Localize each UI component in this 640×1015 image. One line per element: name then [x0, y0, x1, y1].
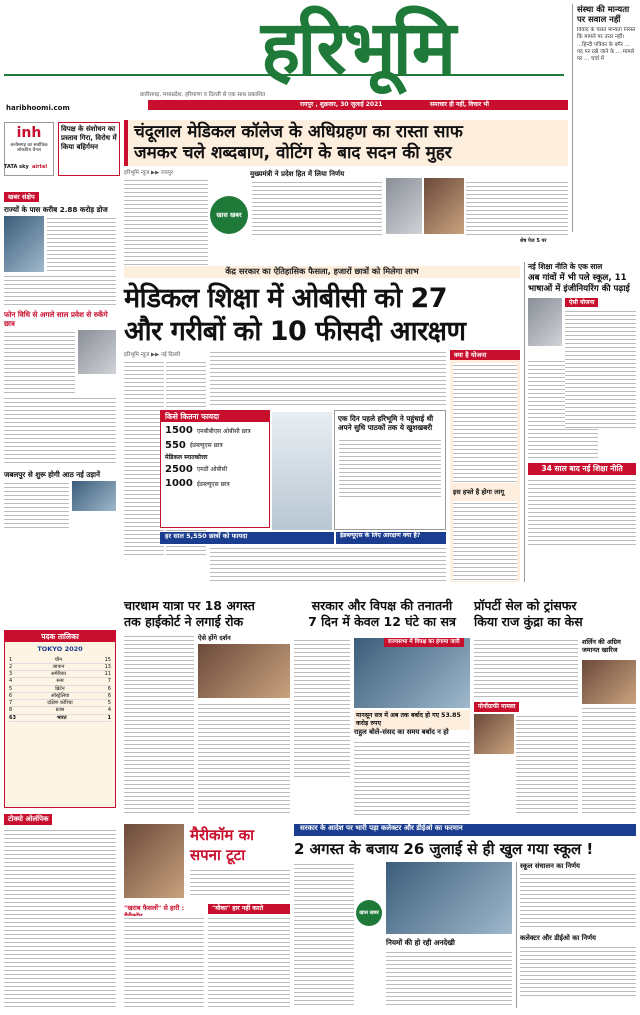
kundra-photo: [474, 714, 514, 754]
inh-ad-text: छत्तीसगढ़ का सर्वाधिक लोकप्रिय चैनल: [10, 142, 48, 154]
lead-subhead: मुख्यमंत्री ने प्रदेश हित में लिया निर्णय: [250, 170, 345, 178]
scheme-info-body: [453, 363, 517, 483]
kundra-tag: पोर्नोग्राफी मामला: [474, 702, 519, 712]
pm-photo: [528, 298, 562, 346]
nep-label: ऐसी योजना: [565, 298, 598, 308]
school-body-2: [386, 950, 512, 1008]
lead-headline-1: चंदूलाल मेडिकल कॉलेज के अधिग्रहण का रास्ता साफ: [134, 122, 463, 142]
main-body-top: [210, 350, 446, 408]
khas-khabar-badge-2: खास खबर: [356, 900, 382, 926]
partner-tatasky: TATA sky: [4, 164, 29, 170]
marykom-t1: "खराब फैसलों" से हारी :: [124, 904, 185, 912]
teaser-box[interactable]: [58, 122, 120, 176]
temple-photo: [198, 644, 290, 698]
main-byline: हरिभूमि न्यूज ▶▶ नई दिल्ली: [124, 352, 181, 358]
briefs-label: खबर संक्षेप: [4, 192, 39, 202]
benefit-box-title: किसे कितना फायदा: [161, 411, 269, 422]
session-caption: मानसून सत्र में अब तक बर्बाद हो गए 53.85 करोड़ रुपए: [354, 710, 470, 730]
marykom-body-2: [124, 916, 204, 1008]
top-right-title: संस्था की मान्यता पर सवाल नहीं: [577, 4, 630, 25]
lead-body-col1: [124, 178, 208, 268]
teaser-text: विपक्ष के संशोधन का प्रस्ताव गिरा, विरोध में किया बहिर्गमन: [61, 125, 117, 151]
session-h1: सरकार और विपक्ष की तनातनी: [311, 598, 453, 613]
medal-row: 7 दक्षिण कोरिया 5: [9, 700, 111, 706]
top-right-story[interactable]: [572, 4, 636, 232]
chardham-tag: ऐसे होंगे दर्शन: [198, 634, 231, 642]
chardham-story[interactable]: [124, 598, 290, 820]
ews-body: [210, 546, 446, 582]
marykom-h1: मैरीकॉम का: [190, 826, 254, 844]
chardham-h1: चारधाम यात्रा पर 18 अगस्त: [124, 598, 255, 613]
school-side-1: स्कूल संचालन का निर्णय: [520, 862, 580, 870]
college-photo: [424, 178, 464, 234]
brief-1-title[interactable]: राज्यों के पास करीब 2.88 करोड़ डोज: [4, 205, 108, 215]
nep-headline: अब गांवों में भी पले स्कूल, 11 भाषाओं में इंजीनियरिंग की पढ़ाई: [528, 273, 630, 294]
main-body-col1: [124, 360, 164, 556]
benefit-strip: हर साल 5,550 छात्रों को फायदा: [160, 532, 334, 544]
benefit-box: किसे कितना फायदा 1500 एमबीबीएस ओबीसी छात्र 550 ईडब्ल्यूएस छात्र मेडिकल स्नातकोत्तर 2500 एमडी ओबीसी 1000 ईडब्ल्यूएस छात्र: [160, 410, 270, 528]
kundra-story[interactable]: [474, 598, 636, 820]
nep-story[interactable]: [524, 262, 636, 582]
chardham-body-2: [198, 702, 290, 814]
dateline: रायपुर , शुक्रवार, 30 जुलाई 2021: [300, 101, 383, 108]
marykom-h2: सपना टूटा: [190, 846, 246, 864]
top-right-body: विवाद के चलते मान्यता निरस्त कि मामले पर उत्तर नहीं। ...हिन्दी पत्रिका के बगैर ... पद पर रखे जाने के ... मामले पर ... चर्चा में: [577, 27, 636, 63]
main-headline[interactable]: [124, 282, 520, 348]
sherlyn-photo: [582, 660, 636, 704]
main-headline-2: और गरीबों को 10 फीसदी आरक्षण: [124, 316, 466, 347]
medal-row: 5 ब्रिटेन 6: [9, 685, 111, 692]
school-kicker: सरकार के आदेश पर भारी पड़ा कलेक्टर और डीईओ का फरमान: [300, 824, 463, 832]
chardham-h2: तक हाईकोर्ट ने लगाई रोक: [124, 614, 244, 630]
scheme-info: [450, 350, 520, 582]
site-url[interactable]: haribhoomi.com: [6, 104, 70, 112]
cm-photo: [386, 178, 422, 234]
school-kicker-bar: [294, 824, 636, 836]
school-side-1-body: [520, 872, 636, 930]
kundra-body: [474, 638, 578, 698]
school-body: [294, 862, 354, 1008]
tokyo-olympic-label: टोक्यो ओलंपिक: [4, 814, 52, 825]
kundra-body-2: [516, 714, 578, 814]
masthead-rule: [4, 74, 564, 76]
masthead-tagline-right: समाचार ही नहीं, विचार भी: [430, 101, 489, 108]
marykom-t2: "मौका" हार नहीं करते: [208, 904, 290, 914]
school-sidebar: [516, 862, 636, 1008]
scheme-info-sub: इस हफ्ते है होगा लागू: [453, 488, 504, 497]
lead-body-col2: [252, 180, 382, 236]
main-kicker-bar: [124, 266, 520, 278]
sherlyn-body: [582, 706, 636, 814]
kundra-h2: किया राज कुंद्रा का केस: [474, 614, 583, 630]
session-body-2: [354, 740, 470, 816]
session-tag: राज्यसभा में विपक्ष का हंगामा जारी: [384, 638, 464, 647]
school-sub: नियमों की हो रही अनदेखी: [386, 938, 455, 947]
promo-text: एक दिन पहले हरिभूमि ने पहुंचाई थी अपने सुधि पाठकों तक ये खुशखबरी: [338, 414, 434, 433]
lead-headline[interactable]: [124, 120, 568, 166]
medal-table-title: पदक तालिका: [5, 631, 115, 642]
vaccine-photo: [4, 216, 44, 272]
lead-continued[interactable]: शेष पेज 5 पर: [520, 238, 547, 244]
medal-row: 1 चीन 15: [9, 656, 111, 663]
promo-clip: [339, 438, 441, 498]
nep-34-years: 34 साल बाद नई शिक्षा नीति: [528, 463, 636, 474]
promo-box[interactable]: [334, 410, 446, 530]
brief-2-body: [4, 330, 75, 394]
scheme-info-title: क्या है योजना: [450, 350, 520, 360]
sherlyn-head: शर्लिन की अग्रिम जमानत खारिज: [582, 638, 621, 654]
school-side-2-body: [520, 945, 636, 999]
brief-3-body: [4, 481, 69, 529]
chardham-body: [124, 634, 194, 814]
khas-khabar-badge: खास खबर: [210, 196, 248, 234]
plane-photo: [72, 481, 116, 511]
lead-body-col3: [466, 180, 568, 236]
marykom-story[interactable]: [124, 824, 290, 1010]
medal-row: 2 जापान 13: [9, 663, 111, 670]
school-side-2: कलेक्टर और डीईओ का निर्णय: [520, 934, 596, 943]
medal-row: 4 रूस 7: [9, 678, 111, 685]
left-column: [4, 192, 116, 594]
masthead-logo: हरिभूमि: [260, 5, 454, 91]
medal-row: 6 ऑस्ट्रेलिया 6: [9, 692, 111, 699]
main-kicker: केंद्र सरकार का ऐतिहासिक फैसला, हजारों छात्रों को मिलेगा लाभ: [225, 266, 419, 276]
session-sub: राहुल बोले-संसद का समय बर्बाद न हो: [354, 728, 449, 736]
session-story[interactable]: [294, 598, 470, 820]
nep-kicker: नई शिक्षा नीति के एक साल: [528, 262, 603, 271]
medal-row: 3 अमेरिका 11: [9, 671, 111, 677]
marykom-body: [190, 868, 290, 898]
main-headline-1: मेडिकल शिक्षा में ओबीसी को 27: [124, 283, 448, 314]
medal-row-india: 63 भारत 1: [9, 714, 111, 721]
brief-2-body-more: [4, 396, 116, 466]
parliament-photo: [354, 638, 470, 708]
masthead-tagline-left: छत्तीसगढ़, मध्यप्रदेश, हरियाणा व दिल्ली से एक साथ प्रकाशित: [140, 92, 266, 98]
session-body: [294, 638, 350, 778]
brief-1-body-more: [4, 274, 116, 306]
nep-body-2: [528, 478, 636, 548]
nep-points: [565, 309, 636, 429]
brief-1-body: [47, 216, 116, 272]
student-photo: [78, 330, 116, 374]
marykom-body-3: [208, 916, 290, 1008]
inh-logo: inh: [16, 125, 42, 141]
ews-strip: ईडब्ल्यूएस के लिए आरक्षण क्या है?: [336, 532, 446, 544]
session-h2: 7 दिन में केवल 12 घंटे का सत्र: [308, 614, 456, 630]
scheme-info-body-2: [453, 501, 517, 581]
medal-table: [4, 630, 116, 808]
partner-airtel: airtel: [32, 164, 48, 170]
school-headline[interactable]: 2 अगस्त के बजाय 26 जुलाई से ही खुल गया स्कूल !: [294, 840, 594, 858]
doctor-photo: [272, 412, 332, 530]
marykom-photo: [124, 824, 184, 898]
kundra-h1: प्रॉपर्टी सेल को ट्रांसफर: [474, 598, 577, 613]
brief-3-title[interactable]: जबलपुर से शुरू होगी आठ नई उड़ानें: [4, 470, 100, 480]
medal-row: 8 फ्रांस 4: [9, 707, 111, 714]
tokyo-logo: TOKYO 2020: [37, 645, 83, 654]
lead-headline-2: जमकर चले शब्दबाण, वोटिंग के बाद सदन की मुहर: [134, 143, 452, 163]
tokyo-olympic-body: [4, 828, 116, 1008]
lead-byline: हरिभूमि न्यूज ▶▶ रायपुर: [124, 170, 174, 176]
classroom-photo: [386, 862, 512, 934]
brief-2-title[interactable]: फोन विधि से अगले साल प्रवेश से रुकेंगे छात्र: [4, 310, 108, 329]
